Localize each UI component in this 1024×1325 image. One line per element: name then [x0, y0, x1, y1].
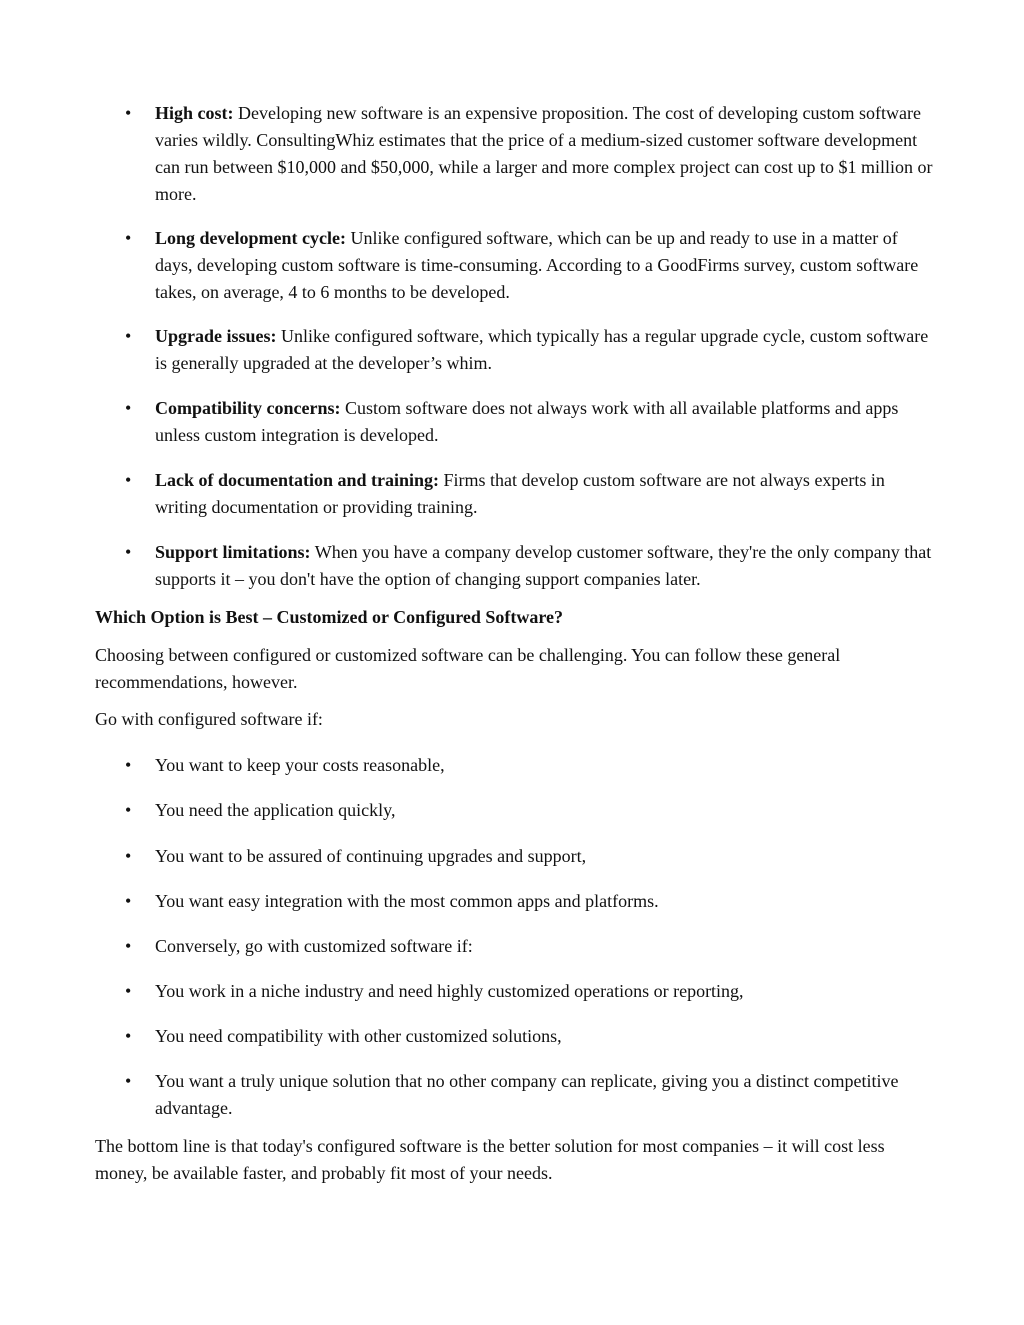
intro-paragraph: Choosing between configured or customized software can be challenging. You can follow these general recommendations, however.	[95, 645, 841, 692]
bullet-icon: •	[125, 755, 132, 775]
list-item-text: Conversely, go with customized software if:	[155, 936, 473, 956]
list-item-text: You need the application quickly,	[155, 800, 396, 820]
bullet-icon: •	[125, 846, 132, 866]
list-item-term: High cost:	[155, 103, 234, 123]
list-item-text	[155, 395, 935, 449]
list-item-text: You want a truly unique solution that no other company can replicate, giving you a distinct competitive advantage.	[155, 1071, 899, 1118]
bullet-icon: •	[125, 326, 132, 346]
list-item-text	[155, 225, 935, 306]
bullet-icon: •	[125, 936, 132, 956]
bullet-icon: •	[125, 1071, 132, 1091]
bullet-icon: •	[125, 103, 132, 123]
bullet-icon: •	[125, 891, 132, 911]
list-item-body: Developing new software is an expensive proposition. The cost of developing custom software varies wildly. ConsultingWhiz estimates that the price of a medium-sized customer software development can run between $10,000 and $50,000, while a larger and more complex project can cost up to $1 million or more.	[155, 103, 933, 204]
list-item-text: You want to be assured of continuing upgrades and support,	[155, 846, 587, 866]
bullet-icon: •	[125, 470, 132, 490]
bullet-icon: •	[125, 542, 132, 562]
list-item-body: Unlike configured software, which typically has a regular upgrade cycle, custom software is generally upgraded at the developer’s whim.	[155, 326, 929, 373]
list-item-term: Upgrade issues:	[155, 326, 277, 346]
bullet-icon: •	[125, 228, 132, 248]
list-item-text	[155, 323, 935, 377]
bullet-icon: •	[125, 398, 132, 418]
list-item-text	[155, 100, 935, 208]
list-item-text: You want to keep your costs reasonable,	[155, 755, 445, 775]
bullet-icon: •	[125, 1026, 132, 1046]
list-item-term: Support limitations:	[155, 542, 311, 562]
list-item-body: Custom software does not always work with all available platforms and apps unless custom integration is developed.	[155, 398, 899, 445]
list-item-body: When you have a company develop customer software, they're the only company that supports it – you don't have the option of changing support companies later.	[155, 542, 932, 589]
list-item-text	[155, 539, 935, 593]
list-item-text: You need compatibility with other customized solutions,	[155, 1026, 562, 1046]
list-item-term: Compatibility concerns:	[155, 398, 341, 418]
bullet-icon: •	[125, 981, 132, 1001]
list-item-text: You want easy integration with the most common apps and platforms.	[155, 891, 659, 911]
list-item-text	[155, 467, 935, 521]
list-item-body: Unlike configured software, which can be up and ready to use in a matter of days, developing custom software is time-consuming. According to a GoodFirms survey, custom software takes, on average, 4 to 6 months to be developed.	[155, 228, 919, 302]
list-item-text: You work in a niche industry and need highly customized operations or reporting,	[155, 981, 744, 1001]
conclusion-paragraph: The bottom line is that today's configured software is the better solution for most companies – it will cost less money, be available faster, and probably fit most of your needs.	[95, 1136, 885, 1183]
section-heading: Which Option is Best – Customized or Configured Software?	[95, 607, 564, 627]
list-item-term: Long development cycle:	[155, 228, 346, 248]
bullet-icon: •	[125, 800, 132, 820]
list-item-term: Lack of documentation and training:	[155, 470, 440, 490]
list-item-body: Firms that develop custom software are not always experts in writing documentation or providing training.	[155, 470, 885, 517]
configured-lead-paragraph: Go with configured software if:	[95, 709, 323, 729]
